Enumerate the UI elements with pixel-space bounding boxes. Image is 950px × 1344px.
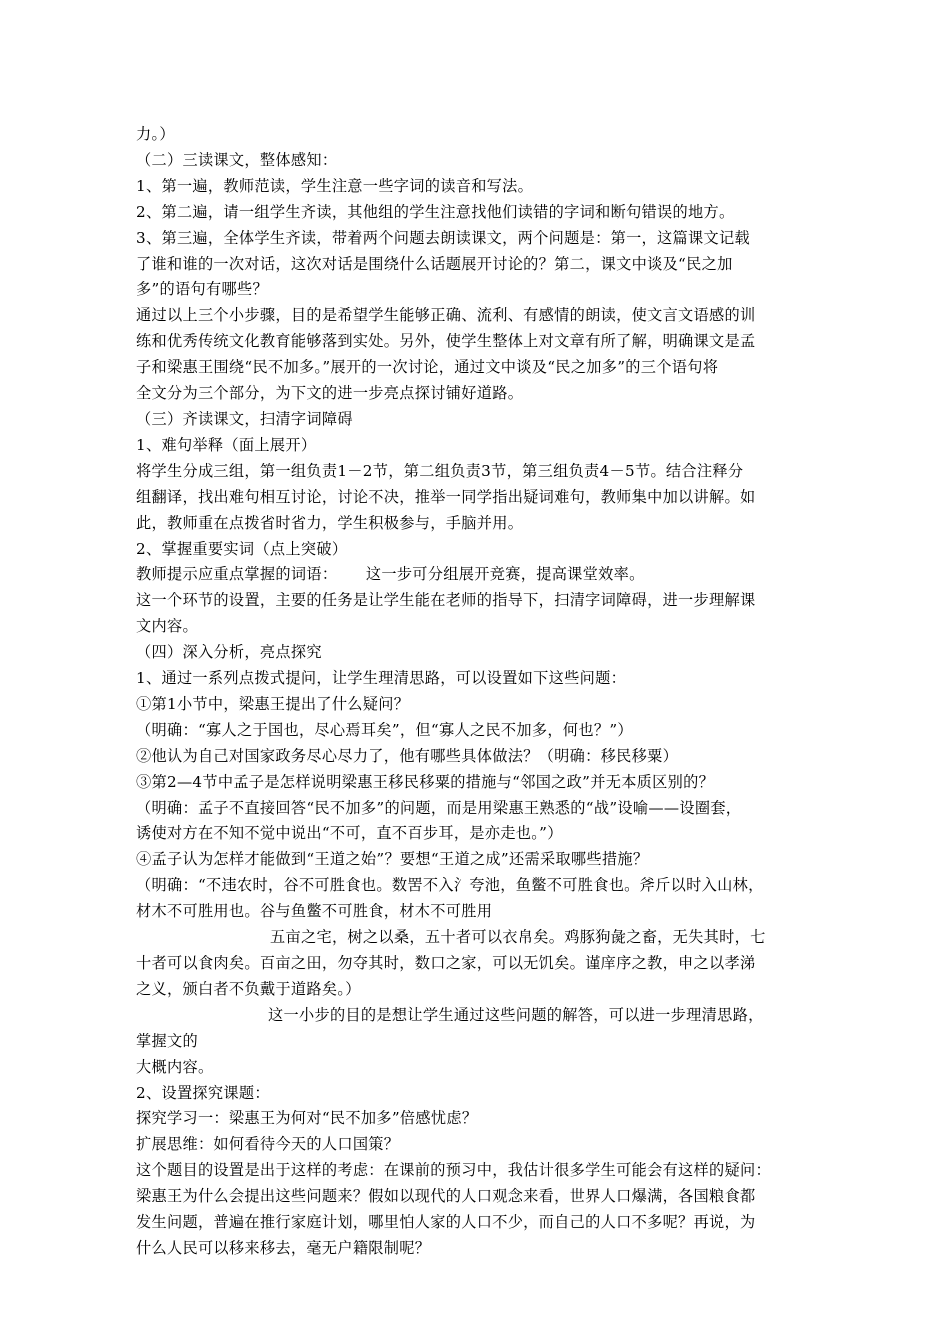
section-heading: （三）齐读课文，扫清字词障碍: [136, 409, 353, 428]
text-line: 文内容。: [136, 617, 198, 636]
text-line: 什么人民可以移来移去，毫无户籍限制呢？: [136, 1238, 431, 1257]
text-line: 1、通过一系列点拨式提问，让学生理清思路，可以设置如下这些问题：: [136, 669, 627, 688]
text-line: 大概内容。: [136, 1057, 214, 1076]
text-line: 组翻译，找出难句相互讨论，讨论不决，推举一同学指出疑词难句，教师集中加以讲解。如: [136, 487, 756, 506]
text-line: 掌握文的: [136, 1031, 198, 1050]
text-line: （明确：“不违农时，谷不可胜食也。数罟不入氵夸池，鱼鳖不可胜食也。斧斤以时入山林，: [136, 876, 764, 895]
section-heading: （四）深入分析，亮点探究: [136, 643, 322, 662]
section-heading: （二）三读课文，整体感知：: [136, 150, 338, 169]
text-line: 梁惠王为什么会提出这些问题来？假如以现代的人口观念来看，世界人口爆满，各国粮食都: [136, 1187, 756, 1206]
text-line: 通过以上三个小步骤，目的是希望学生能够正确、流利、有感情的朗读，使文言文语感的训: [136, 306, 756, 325]
text-line: 此，教师重在点拨省时省力，学生积极参与，手脑并用。: [136, 513, 524, 532]
text-line: 力。）: [136, 125, 175, 143]
text-line: 发生问题，普遍在推行家庭计划，哪里怕人家的人口不少，而自己的人口不多呢？再说，为: [136, 1213, 756, 1232]
text-line: 1、第一遍，教师范读，学生注意一些字词的读音和写法。: [136, 176, 534, 195]
text-line: ③第2—4节中孟子是怎样说明梁惠王移民移粟的措施与“邻国之政”并无本质区别的？: [136, 772, 715, 791]
text-line: ④孟子认为怎样才能做到“王道之始”？要想“王道之成”还需采取哪些措施？: [136, 850, 649, 869]
text-line: 之义，颁白者不负戴于道路矣。）: [136, 979, 361, 998]
text-line: （明确：孟子不直接回答“民不加多”的问题，而是用梁惠王熟悉的“战”设喻——设圈套，: [136, 798, 742, 817]
text-line: 1、难句举释（面上展开）: [136, 435, 317, 454]
text-line: 练和优秀传统文化教育能够落到实处。另外，使学生整体上对文章有所了解，明确课文是孟: [136, 332, 756, 351]
text-line: 探究学习一：梁惠王为何对“民不加多”倍感忧虑？: [136, 1109, 478, 1128]
text-line: 扩展思维：如何看待今天的人口国策？: [136, 1135, 400, 1154]
text-line: 五亩之宅，树之以桑，五十者可以衣帛矣。鸡豚狗彘之畜，无失其时，七: [270, 928, 766, 947]
text-line: ②他认为自己对国家政务尽心尽力了，他有哪些具体做法？（明确：移民移粟）: [136, 746, 679, 765]
text-line: 全文分为三个部分，为下文的进一步亮点探讨铺好道路。: [136, 384, 524, 403]
text-line: 十者可以食肉矣。百亩之田，勿夺其时，数口之家，可以无饥矣。谨庠序之教，申之以孝涕: [136, 954, 756, 972]
text-line: 将学生分成三组，第一组负责1－2节，第二组负责3节，第三组负责4－5节。结合注释分: [136, 461, 744, 480]
text-line: 子和梁惠王围绕“民不加多。”展开的一次讨论，通过文中谈及“民之加多”的三个语句将: [136, 358, 719, 377]
text-line: 教师提示应重点掌握的词语： 这一步可分组展开竞赛，提高课堂效率。: [136, 565, 645, 584]
text-line: 多”的语句有哪些？: [136, 280, 268, 299]
text-line: ①第1小节中，梁惠王提出了什么疑问？: [136, 694, 410, 713]
text-line: 这一小步的目的是想让学生通过这些问题的解答，可以进一步理清思路，: [268, 1005, 764, 1024]
text-line: 这一个环节的设置，主要的任务是让学生能在老师的指导下，扫清字词障碍，进一步理解课: [136, 591, 756, 610]
text-line: 了谁和谁的一次对话，这次对话是围绕什么话题展开讨论的？第二，课文中谈及“民之加: [136, 254, 733, 273]
text-line: 诱使对方在不知不觉中说出“不可，直不百步耳，是亦走也。”）: [136, 824, 563, 843]
text-line: 2、设置探究课题：: [136, 1083, 270, 1102]
text-line: 3、第三遍，全体学生齐读，带着两个问题去朗读课文，两个问题是：第一，这篇课文记载: [136, 228, 750, 247]
document-body: [136, 122, 821, 1262]
text-line: 2、掌握重要实词（点上突破）: [136, 539, 348, 558]
text-line: 2、第二遍，请一组学生齐读，其他组的学生注意找他们读错的字词和断句错误的地方。: [136, 202, 735, 221]
text-line: 材木不可胜用也。谷与鱼鳖不可胜食，材木不可胜用: [136, 902, 493, 921]
text-line: （明确：“寡人之于国也，尽心焉耳矣”，但“寡人之民不加多，何也？”）: [136, 720, 633, 739]
text-line: 这个题目的设置是出于这样的考虑：在课前的预习中，我估计很多学生可能会有这样的疑问：: [136, 1161, 771, 1180]
